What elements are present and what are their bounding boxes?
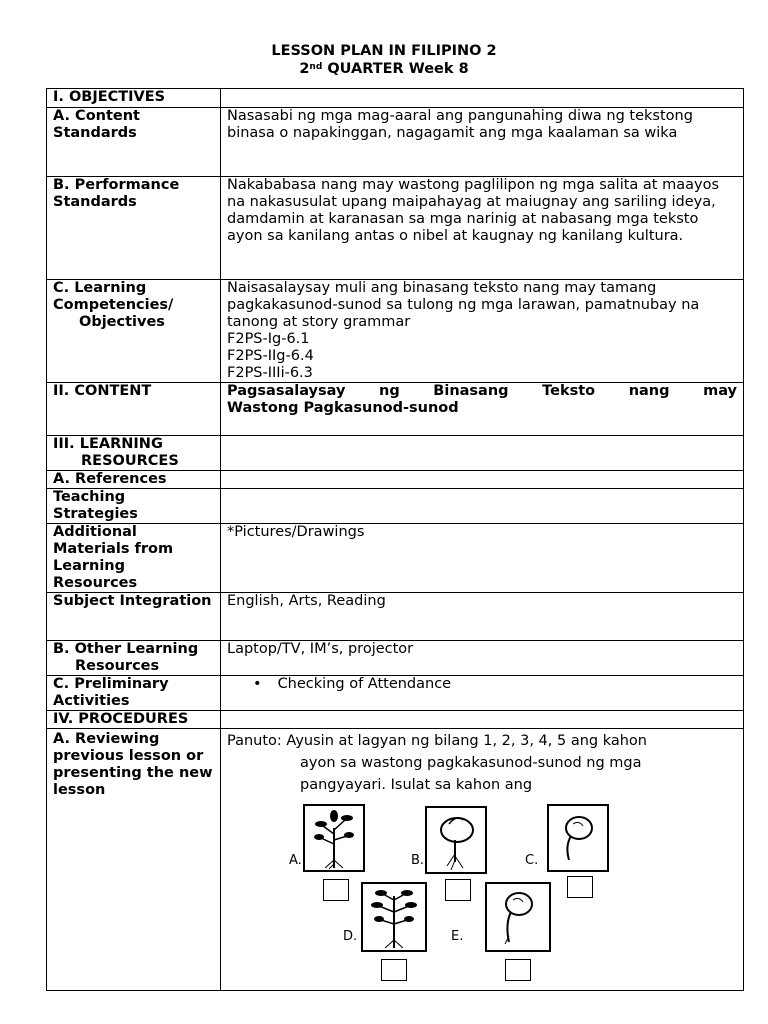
- quarter-ordinal: nd: [309, 62, 323, 72]
- picture-c-seed: [547, 804, 609, 872]
- preliminary-label: C. Preliminary Activities: [47, 676, 221, 711]
- competency-code: F2PS-IIg-6.4: [227, 348, 314, 364]
- row-references: [47, 471, 744, 489]
- learning-resources-label: [47, 436, 221, 471]
- learning-resources-label-line1: III. LEARNING: [53, 436, 163, 452]
- performance-standards-label: B. Performance Standards: [47, 177, 221, 280]
- row-learning-resources: [47, 436, 744, 471]
- learning-resources-label-line2: RESOURCES: [81, 453, 179, 469]
- seed-with-root-icon: [549, 806, 607, 870]
- other-resources-label-line1: B. Other Learning: [53, 641, 199, 657]
- content-cell: [221, 383, 744, 436]
- row-teaching-strategies: [47, 489, 744, 524]
- content-text-line2: Wastong Pagkasunod-sunod: [227, 400, 459, 416]
- row-other-resources: [47, 641, 744, 676]
- content-text-line1: Pagsasalaysay ng Binasang Teksto nang may: [227, 383, 737, 399]
- objectives-cell: [221, 89, 744, 108]
- sprouting-seed-icon: [427, 808, 485, 872]
- picture-label-a: A.: [289, 853, 302, 868]
- reviewing-cell: [221, 729, 744, 991]
- row-additional-materials: [47, 524, 744, 593]
- row-reviewing: [47, 729, 744, 991]
- attendance-bullet: • Checking of Attendance: [227, 676, 737, 693]
- answer-box-d[interactable]: [381, 959, 407, 981]
- picture-e-germinating-seed: [485, 882, 551, 952]
- reviewing-label: A. Reviewing previous lesson or presenting the new lesson: [47, 729, 221, 991]
- content-standards-text: Nasasabi ng mga mag-aaral ang pangunahing diwa ng tekstong binasa o napakinggan, nagagamit ang mga kaalaman sa wika: [221, 108, 744, 177]
- title-line-1: LESSON PLAN IN FILIPINO 2: [271, 43, 497, 59]
- picture-a-seedling: [303, 804, 365, 872]
- title-line-2: [0, 60, 768, 78]
- teaching-strategies-label: Teaching Strategies: [47, 489, 221, 524]
- learning-resources-cell: [221, 436, 744, 471]
- seedling-leaves-icon: [305, 806, 363, 870]
- picture-label-e: E.: [451, 929, 464, 944]
- panuto-line3: pangyayari. Isulat sa kahon ang: [300, 777, 533, 793]
- competencies-label: [47, 280, 221, 383]
- teaching-strategies-cell: [221, 489, 744, 524]
- competency-code: F2PS-Ig-6.1: [227, 331, 310, 347]
- row-subject-integration: [47, 593, 744, 641]
- row-preliminary: [47, 676, 744, 711]
- procedures-cell: [221, 711, 744, 729]
- other-resources-text: Laptop/TV, IM’s, projector: [221, 641, 744, 676]
- objectives-label: I. OBJECTIVES: [47, 89, 221, 108]
- document-title: [0, 42, 768, 78]
- picture-label-d: D.: [343, 929, 358, 944]
- row-content: [47, 383, 744, 436]
- picture-b-sprouting-seed: [425, 806, 487, 874]
- picture-label-c: C.: [525, 853, 539, 868]
- additional-materials-text: *Pictures/Drawings: [221, 524, 744, 593]
- content-standards-label: A. Content Standards: [47, 108, 221, 177]
- panuto-line2: ayon sa wastong pagkakasunod-sunod ng mga: [300, 755, 642, 771]
- picture-label-b: B.: [411, 853, 425, 868]
- content-label: II. CONTENT: [47, 383, 221, 436]
- panuto-instructions: [227, 729, 737, 796]
- row-competencies: [47, 280, 744, 383]
- competencies-label-line1: C. Learning Competencies/: [53, 280, 174, 313]
- germinating-seed-icon: [487, 884, 549, 950]
- additional-materials-label: Additional Materials from Learning Resources: [47, 524, 221, 593]
- quarter-number: 2: [299, 61, 310, 77]
- other-resources-label: [47, 641, 221, 676]
- panuto-line1: Panuto: Ayusin at lagyan ng bilang 1, 2, 3, 4, 5 ang kahon: [227, 733, 647, 749]
- picture-sequence: [227, 796, 737, 984]
- competencies-text: Naisasalaysay muli ang binasang teksto nang may tamang pagkakasunod-sunod sa tulong ng mga larawan, pamatnubay na tanong at story grammar: [227, 280, 700, 330]
- preliminary-cell: [221, 676, 744, 711]
- competencies-label-line2: Objectives: [79, 314, 165, 330]
- answer-box-b[interactable]: [445, 879, 471, 901]
- other-resources-label-line2: Resources: [75, 658, 160, 674]
- subject-integration-text: English, Arts, Reading: [221, 593, 744, 641]
- references-label: A. References: [47, 471, 221, 489]
- performance-standards-text: Nakababasa nang may wastong paglilipon ng mga salita at maayos na nakasusulat upang maipahayag at maiugnay ang sariling ideya, damdamin at karanasan sa mga narinig at nabasang mga teksto ayon sa kanilang antas o nibel at kaugnay ng kanilang kultura.: [221, 177, 744, 280]
- procedures-label: IV. PROCEDURES: [47, 711, 221, 729]
- row-objectives: [47, 89, 744, 108]
- picture-d-plant: [361, 882, 427, 952]
- row-content-standards: [47, 108, 744, 177]
- competencies-cell: [221, 280, 744, 383]
- lesson-plan-table: [46, 88, 744, 991]
- answer-box-a[interactable]: [323, 879, 349, 901]
- row-procedures: [47, 711, 744, 729]
- references-cell: [221, 471, 744, 489]
- answer-box-c[interactable]: [567, 876, 593, 898]
- row-performance-standards: [47, 177, 744, 280]
- subject-integration-label: Subject Integration: [47, 593, 221, 641]
- young-plant-icon: [363, 884, 425, 950]
- quarter-week: QUARTER Week 8: [322, 61, 469, 77]
- competency-code: F2PS-IIIi-6.3: [227, 365, 313, 381]
- answer-box-e[interactable]: [505, 959, 531, 981]
